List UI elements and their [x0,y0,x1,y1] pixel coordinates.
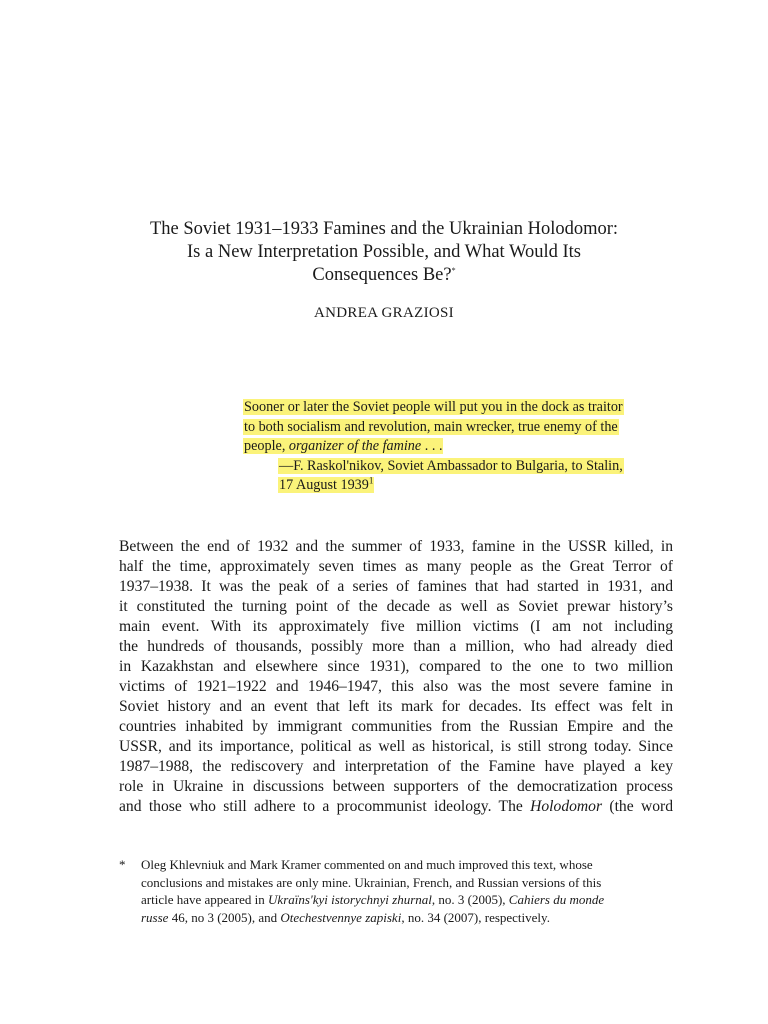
body-last-italic: Holodomor [530,798,603,815]
footnote-line-4-d: , no. 34 (2007), respectively. [401,909,550,925]
body-line: USSR, and its importance, political as well as historical, is still strong today. Since [119,738,673,755]
body-line: it constituted the turning point of the decade as well as Soviet prewar history’s [119,598,673,615]
body-line: Soviet history and an event that left its mark for decades. Its effect was felt in [119,698,673,715]
highlight-1: Sooner or later the Soviet people will put you in the dock as traitor [244,399,623,415]
footnote-line-2: conclusions and mistakes are only mine. Ukrainian, French, and Russian versions of this [141,874,602,890]
body-last-plain: and those who still adhere to a procommunist ideology. The [119,798,531,815]
footnote-journal-2a: Cahiers du monde [508,892,605,907]
footnote-line-1: Oleg Khlevniuk and Mark Kramer commented on and much improved this text, whose [141,857,593,872]
body-line: in Kazakhstan and elsewhere since 1931), compared to the one to two million [119,658,673,675]
title-footnote-mark: * [451,265,456,275]
title-line-3 [100,264,668,287]
epigraph-line-3-plain: people, [244,438,289,454]
endnote-marker-1: 1 [368,475,374,486]
footnote-mark: * [119,857,126,872]
body-line: main event. With its approximately five million victims (I am not including [119,618,673,635]
body-line: the hundreds of thousands, possibly more than a million, who had already died [119,638,673,655]
body-line: victims of 1921–1922 and 1946–1947, this also was the most severe famine in [119,678,673,695]
highlight-2: to both socialism and revolution, main wrecker, true enemy of the [244,418,618,435]
footnote-line-3 [141,891,679,909]
title-line-1: The Soviet 1931–1933 Famines and the Ukrainian Holodomor: [149,219,619,239]
body-line: half the time, approximately seven times as many people as the Great Terror of [119,558,673,575]
title-line-2: Is a New Interpretation Possible, and What Would Its [187,242,581,262]
footnote-line-4-b: 46, no 3 (2005), and [168,909,281,925]
body-last-tail: (the word [602,798,674,815]
footnote-journal-3: Otechestvennye zapiski [280,909,402,925]
highlight-5 [278,477,374,493]
body-line: 1937–1938. It was the peak of a series of famines that had started in 1931, and [119,578,673,595]
body-line: Between the end of 1932 and the summer of 1933, famine in the USSR killed, in [119,538,673,555]
footnote-line-4 [141,909,679,927]
epigraph-line-1 [243,398,683,418]
body-line: role in Ukraine in discussions between supporters of the democratization process [119,778,673,795]
epigraph-line-3-tail: . . . [421,438,443,454]
title-line-3-text: Consequences Be? [312,265,452,285]
footnote-line-3-a: article have appeared in [141,892,269,907]
body-line-last [119,797,673,817]
footnote-text [141,856,679,926]
author-name: ANDREA GRAZIOSI [314,305,454,321]
footnote-journal-1: Ukraïns'kyi istorychnyi zhurnal [268,892,432,907]
article-title [100,218,668,287]
epigraph-attribution-2 [243,476,683,496]
body-paragraph [119,537,673,817]
body-line: 1987–1988, the rediscovery and interpretation of the Famine have played a key [119,758,673,775]
epigraph-line-3-italic: organizer of the famine [288,438,422,454]
highlight-4: —F. Raskol'nikov, Soviet Ambassador to Bulgaria, to Stalin, [279,457,623,474]
epigraph-quote [243,398,683,496]
highlight-3 [243,438,443,454]
footnote-line-3-c: , no. 3 (2005), [431,892,509,907]
epigraph-date: 17 August 1939 [279,477,369,493]
epigraph-attribution-1 [243,457,683,477]
epigraph-line-2 [243,418,683,438]
footnote-journal-2b: russe [141,909,169,925]
body-line: countries inhabited by immigrant communities from the Russian Empire and the [119,718,673,735]
epigraph-line-3 [243,437,683,457]
